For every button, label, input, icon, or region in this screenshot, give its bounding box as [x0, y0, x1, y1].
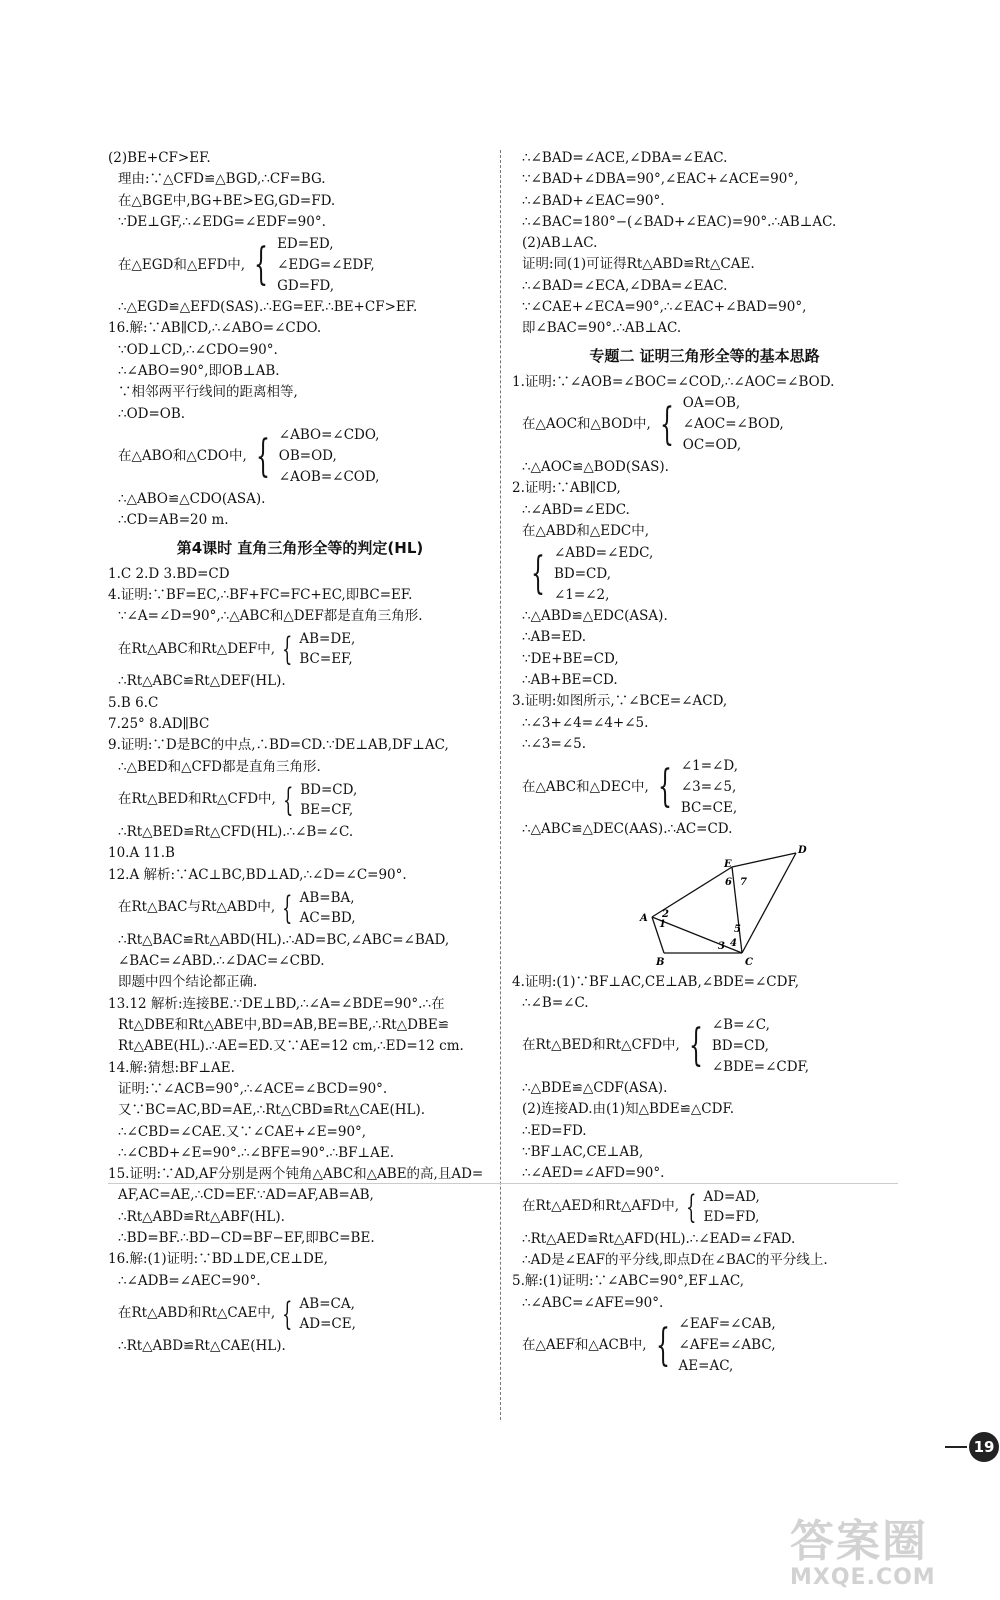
- equation-line: ∠3=∠5,: [680, 778, 737, 795]
- equation-system: [512, 393, 897, 457]
- equation-system-prefix: 在Rt△ABD和Rt△CAE中,: [118, 1305, 276, 1322]
- text-line: ∵∠CAE+∠ECA=90°,∴∠EAC+∠BAD=90°,: [522, 299, 807, 316]
- text-line: ∴∠CBD=∠CAE.又∵∠CAE+∠E=90°,: [118, 1123, 367, 1140]
- brace-symbol: {: [282, 630, 293, 669]
- figure-label-4: 4: [730, 937, 737, 949]
- text-line: ∴△BED和△CFD都是直角三角形.: [118, 758, 321, 775]
- text-line: 7.25° 8.AD∥BC: [108, 716, 210, 733]
- text-line: ∵DE+BE=CD,: [522, 650, 619, 667]
- text-line: 又∵BC=AC,BD=AE,∴Rt△CBD≌Rt△CAE(HL).: [118, 1102, 426, 1119]
- text-line: ∴△AOC≌△BOD(SAS).: [522, 458, 669, 475]
- equation-system-prefix: 在△AEF和△ACB中,: [522, 1337, 647, 1354]
- text-line: 16.解:(1)证明:∵BD⊥DE,CE⊥DE,: [108, 1251, 328, 1268]
- column-divider: [500, 150, 501, 1420]
- text-line: 理由:∵△CFD≌△BGD,∴CF=BG.: [118, 171, 326, 188]
- equation-system-prefix: 在Rt△BAC与Rt△ABD中,: [118, 899, 276, 916]
- equation-line: BE=CF,: [300, 801, 354, 818]
- figure-label-1: 1: [659, 918, 666, 930]
- brace-symbol: {: [688, 1020, 703, 1072]
- text-line: 证明:同(1)可证得Rt△ABD≌Rt△CAE.: [522, 256, 755, 273]
- figure-segment-ED: [732, 853, 796, 867]
- figure-label-6: 6: [725, 876, 732, 888]
- section-title: 专题二 证明三角形全等的基本思路: [589, 346, 820, 365]
- text-line: ∠BAC=∠ABD.∴∠DAC=∠CBD.: [118, 953, 325, 970]
- equation-line: ∠1=∠D,: [680, 757, 738, 774]
- text-line: 12.A 解析:∵AC⊥BC,BD⊥AD,∴∠D=∠C=90°.: [108, 866, 407, 883]
- text-line: 在△ABD和△EDC中,: [522, 522, 650, 539]
- equation-line: AD=CE,: [299, 1315, 356, 1332]
- equation-line: BC=CE,: [680, 799, 738, 816]
- equation-line: ED=FD,: [703, 1208, 760, 1225]
- text-line: ∴Rt△AED≌Rt△AFD(HL).∴∠EAD=∠FAD.: [522, 1230, 796, 1247]
- text-line: 4.证明:(1)∵BF⊥AC,CE⊥AB,∠BDE=∠CDF,: [512, 973, 800, 990]
- text-line: ∴Rt△BED≌Rt△CFD(HL).∴∠B=∠C.: [118, 823, 354, 840]
- watermark-logo-text: 答案圈: [790, 1516, 928, 1567]
- brace-symbol: {: [531, 548, 545, 600]
- figure-label-B: B: [656, 956, 665, 968]
- text-line: ∴BD=BF.∴BD−CD=BF−EF,即BC=BE.: [118, 1229, 375, 1246]
- equation-line: BD=CD,: [300, 781, 358, 798]
- text-line: ∵相邻两平行线间的距离相等,: [118, 384, 298, 401]
- equation-line: OB=OD,: [278, 448, 337, 465]
- figure-segment-CD: [742, 853, 796, 953]
- page-number: 19: [945, 1432, 999, 1462]
- text-line: ∴∠BAD+∠EAC=90°.: [522, 192, 665, 209]
- equation-line: AD=AD,: [703, 1188, 760, 1205]
- section-title: 第4课时 直角三角形全等的判定(HL): [176, 538, 424, 557]
- text-line: ∴CD=AB=20 m.: [118, 512, 229, 529]
- figure-label-C: C: [745, 956, 753, 968]
- equation-system: [512, 1314, 897, 1378]
- equation-system: [108, 886, 492, 930]
- equation-system-prefix: 在△AOC和△BOD中,: [522, 416, 651, 433]
- equation-line: ∠BDE=∠CDF,: [711, 1058, 810, 1075]
- equation-line: ∠AOB=∠COD,: [278, 469, 380, 486]
- text-line: 3.证明:如图所示,∵∠BCE=∠ACD,: [512, 693, 728, 710]
- brace-symbol: {: [655, 1319, 670, 1371]
- equation-system: [108, 627, 492, 671]
- equation-line: OA=OB,: [682, 395, 741, 412]
- figure-label-A: A: [640, 912, 648, 924]
- equation-system: [108, 1292, 492, 1336]
- text-line: 1.C 2.D 3.BD=CD: [108, 565, 230, 582]
- watermark-url: MXQE.COM: [790, 1565, 936, 1590]
- brace-symbol: {: [282, 780, 294, 819]
- equation-system-prefix: 在Rt△BED和Rt△CFD中,: [522, 1037, 680, 1054]
- equation-system: [512, 755, 897, 819]
- text-line: ∴∠AED=∠AFD=90°.: [522, 1165, 665, 1182]
- text-line: (2)AB⊥AC.: [522, 235, 598, 252]
- equation-line: GD=FD,: [277, 277, 334, 294]
- text-line: 16.解:∵AB∥CD,∴∠ABO=∠CDO.: [108, 320, 322, 337]
- text-line: ∵∠A=∠D=90°,∴△ABC和△DEF都是直角三角形.: [118, 608, 423, 625]
- equation-line: BD=CD,: [711, 1037, 769, 1054]
- text-line: 4.证明:∵BF=EC,∴BF+FC=FC+EC,即BC=EF.: [108, 586, 413, 603]
- equation-line: AE=AC,: [678, 1358, 734, 1375]
- text-line: ∵DE⊥GF,∴∠EDG=∠EDF=90°.: [118, 213, 326, 230]
- equation-line: ∠ABD=∠EDC,: [554, 544, 654, 561]
- text-line: 5.解:(1)证明:∵∠ABC=90°,EF⊥AC,: [512, 1273, 744, 1290]
- equation-line: ∠EAF=∠CAB,: [678, 1316, 776, 1333]
- geometry-figure: [624, 845, 814, 970]
- left-column: [108, 148, 492, 1357]
- text-line: ∴∠CBD+∠E=90°.∴∠BFE=90°.∴BF⊥AE.: [118, 1144, 395, 1161]
- text-line: ∴Rt△ABC≌Rt△DEF(HL).: [118, 673, 286, 690]
- text-line: ∴∠B=∠C.: [522, 994, 589, 1011]
- right-column: [512, 148, 897, 1378]
- equation-line: ∠AFE=∠ABC,: [678, 1337, 776, 1354]
- text-line: ∵BF⊥AC,CE⊥AB,: [522, 1144, 644, 1161]
- equation-line: BD=CD,: [554, 565, 612, 582]
- equation-system: [108, 778, 492, 822]
- equation-line: AB=DE,: [299, 631, 356, 648]
- equation-system: [512, 1014, 897, 1078]
- text-line: ∴∠ABC=∠AFE=90°.: [522, 1294, 664, 1311]
- figure-label-2: 2: [662, 908, 669, 920]
- text-line: 在△BGE中,BG+BE>EG,GD=FD.: [118, 192, 336, 209]
- text-line: ∴ED=FD.: [522, 1122, 587, 1139]
- equation-system: [108, 233, 492, 297]
- equation-line: OC=OD,: [682, 437, 742, 454]
- text-line: 13.12 解析:连接BE.∵DE⊥BD,∴∠A=∠BDE=90°.∴在: [108, 995, 445, 1012]
- equation-system-prefix: 在Rt△AED和Rt△AFD中,: [522, 1197, 680, 1214]
- brace-symbol: {: [686, 1187, 697, 1226]
- equation-line: AB=BA,: [299, 889, 355, 906]
- text-line: ∴AD是∠EAF的平分线,即点D在∠BAC的平分线上.: [522, 1251, 828, 1268]
- text-line: ∴OD=OB.: [118, 405, 186, 422]
- brace-symbol: {: [659, 398, 674, 450]
- equation-system: [512, 1185, 897, 1229]
- text-line: 14.解:猜想:BF⊥AE.: [108, 1059, 235, 1076]
- text-line: 15.证明:∵AD,AF分别是两个钝角△ABC和△ABE的高,且AD=: [108, 1166, 484, 1183]
- text-line: 9.证明:∵D是BC的中点,∴BD=CD.∵DE⊥AB,DF⊥AC,: [108, 737, 449, 754]
- equation-line: ∠EDG=∠EDF,: [277, 256, 375, 273]
- equation-line: ED=ED,: [277, 235, 334, 252]
- text-line: 10.A 11.B: [108, 845, 175, 862]
- brace-symbol: {: [282, 1294, 293, 1333]
- text-line: ∵OD⊥CD,∴∠CDO=90°.: [118, 341, 278, 358]
- text-line: ∴AB=ED.: [522, 629, 587, 646]
- figure-label-5: 5: [734, 923, 741, 935]
- text-line: ∴Rt△BAC≌Rt△ABD(HL).∴AD=BC,∠ABC=∠BAD,: [118, 931, 450, 948]
- text-line: 证明:∵∠ACB=90°,∴∠ACE=∠BCD=90°.: [118, 1080, 388, 1097]
- equation-system: [512, 542, 897, 606]
- equation-line: ∠1=∠2,: [554, 586, 610, 603]
- equation-line: AB=CA,: [299, 1295, 355, 1312]
- text-line: (2)BE+CF>EF.: [108, 150, 211, 166]
- figure-label-D: D: [798, 844, 807, 856]
- text-line: 5.B 6.C: [108, 694, 159, 711]
- brace-symbol: {: [254, 239, 269, 291]
- equation-system-prefix: 在△ABO和△CDO中,: [118, 448, 247, 465]
- text-line: ∴∠BAD=∠ACE,∠DBA=∠EAC.: [522, 150, 728, 166]
- text-line: AF,AC=AE,∴CD=EF.∵AD=AF,AB=AB,: [118, 1187, 374, 1204]
- text-line: ∴AB+BE=CD.: [522, 672, 618, 689]
- equation-line: BC=EF,: [299, 651, 353, 668]
- equation-line: ∠ABO=∠CDO,: [278, 427, 380, 444]
- text-line: Rt△DBE和Rt△ABE中,BD=AB,BE=BE,∴Rt△DBE≌: [118, 1017, 450, 1034]
- equation-system-prefix: 在Rt△ABC和Rt△DEF中,: [118, 640, 276, 657]
- equation-line: AC=BD,: [299, 909, 356, 926]
- text-line: ∴∠3+∠4=∠4+∠5.: [522, 714, 649, 731]
- equation-system-prefix: 在△ABC和△DEC中,: [522, 778, 649, 795]
- brace-symbol: {: [282, 888, 293, 927]
- brace-symbol: {: [255, 430, 270, 482]
- text-line: ∴∠3=∠5.: [522, 735, 586, 752]
- text-line: ∴∠ADB=∠AEC=90°.: [118, 1272, 261, 1289]
- equation-system: [108, 425, 492, 489]
- text-line: ∴Rt△ABD≌Rt△CAE(HL).: [118, 1337, 286, 1354]
- text-line: ∴∠ABD=∠EDC.: [522, 501, 630, 518]
- watermark: [790, 1505, 936, 1590]
- equation-system-prefix: 在△EGD和△EFD中,: [118, 256, 246, 273]
- text-line: ∴∠BAC=180°−(∠BAD+∠EAC)=90°.∴AB⊥AC.: [522, 213, 837, 230]
- figure-label-3: 3: [718, 940, 725, 952]
- text-line: (2)连接AD.由(1)知△BDE≌△CDF.: [522, 1101, 735, 1118]
- text-line: ∴△ABO≌△CDO(ASA).: [118, 490, 266, 507]
- text-line: 2.证明:∵AB∥CD,: [512, 480, 621, 497]
- text-line: ∴∠ABO=90°,即OB⊥AB.: [118, 363, 280, 380]
- text-line: ∴∠BAD=∠ECA,∠DBA=∠EAC.: [522, 277, 728, 294]
- brace-symbol: {: [657, 761, 672, 813]
- text-line: ∵∠BAD+∠DBA=90°,∠EAC+∠ACE=90°,: [522, 171, 799, 188]
- text-line: 即∠BAC=90°.∴AB⊥AC.: [522, 320, 682, 337]
- text-line: 即题中四个结论都正确.: [118, 974, 258, 991]
- equation-line: ∠B=∠C,: [711, 1016, 770, 1033]
- figure-label-7: 7: [740, 876, 747, 888]
- text-line: ∴Rt△ABD≌Rt△ABF(HL).: [118, 1208, 285, 1225]
- figure-label-E: E: [724, 858, 732, 870]
- equation-system-prefix: 在Rt△BED和Rt△CFD中,: [118, 791, 276, 808]
- text-line: ∴△ABD≌△EDC(ASA).: [522, 608, 668, 625]
- text-line: 1.证明:∵∠AOB=∠BOC=∠COD,∴∠AOC=∠BOD.: [512, 373, 835, 390]
- text-line: ∴△BDE≌△CDF(ASA).: [522, 1080, 668, 1097]
- text-line: ∴△EGD≌△EFD(SAS).∴EG=EF.∴BE+CF>EF.: [118, 299, 418, 316]
- equation-line: ∠AOC=∠BOD,: [682, 416, 784, 433]
- text-line: ∴△ABC≌△DEC(AAS).∴AC=CD.: [522, 821, 733, 838]
- text-line: Rt△ABE(HL).∴AE=ED.又∵AE=12 cm,∴ED=12 cm.: [118, 1038, 464, 1055]
